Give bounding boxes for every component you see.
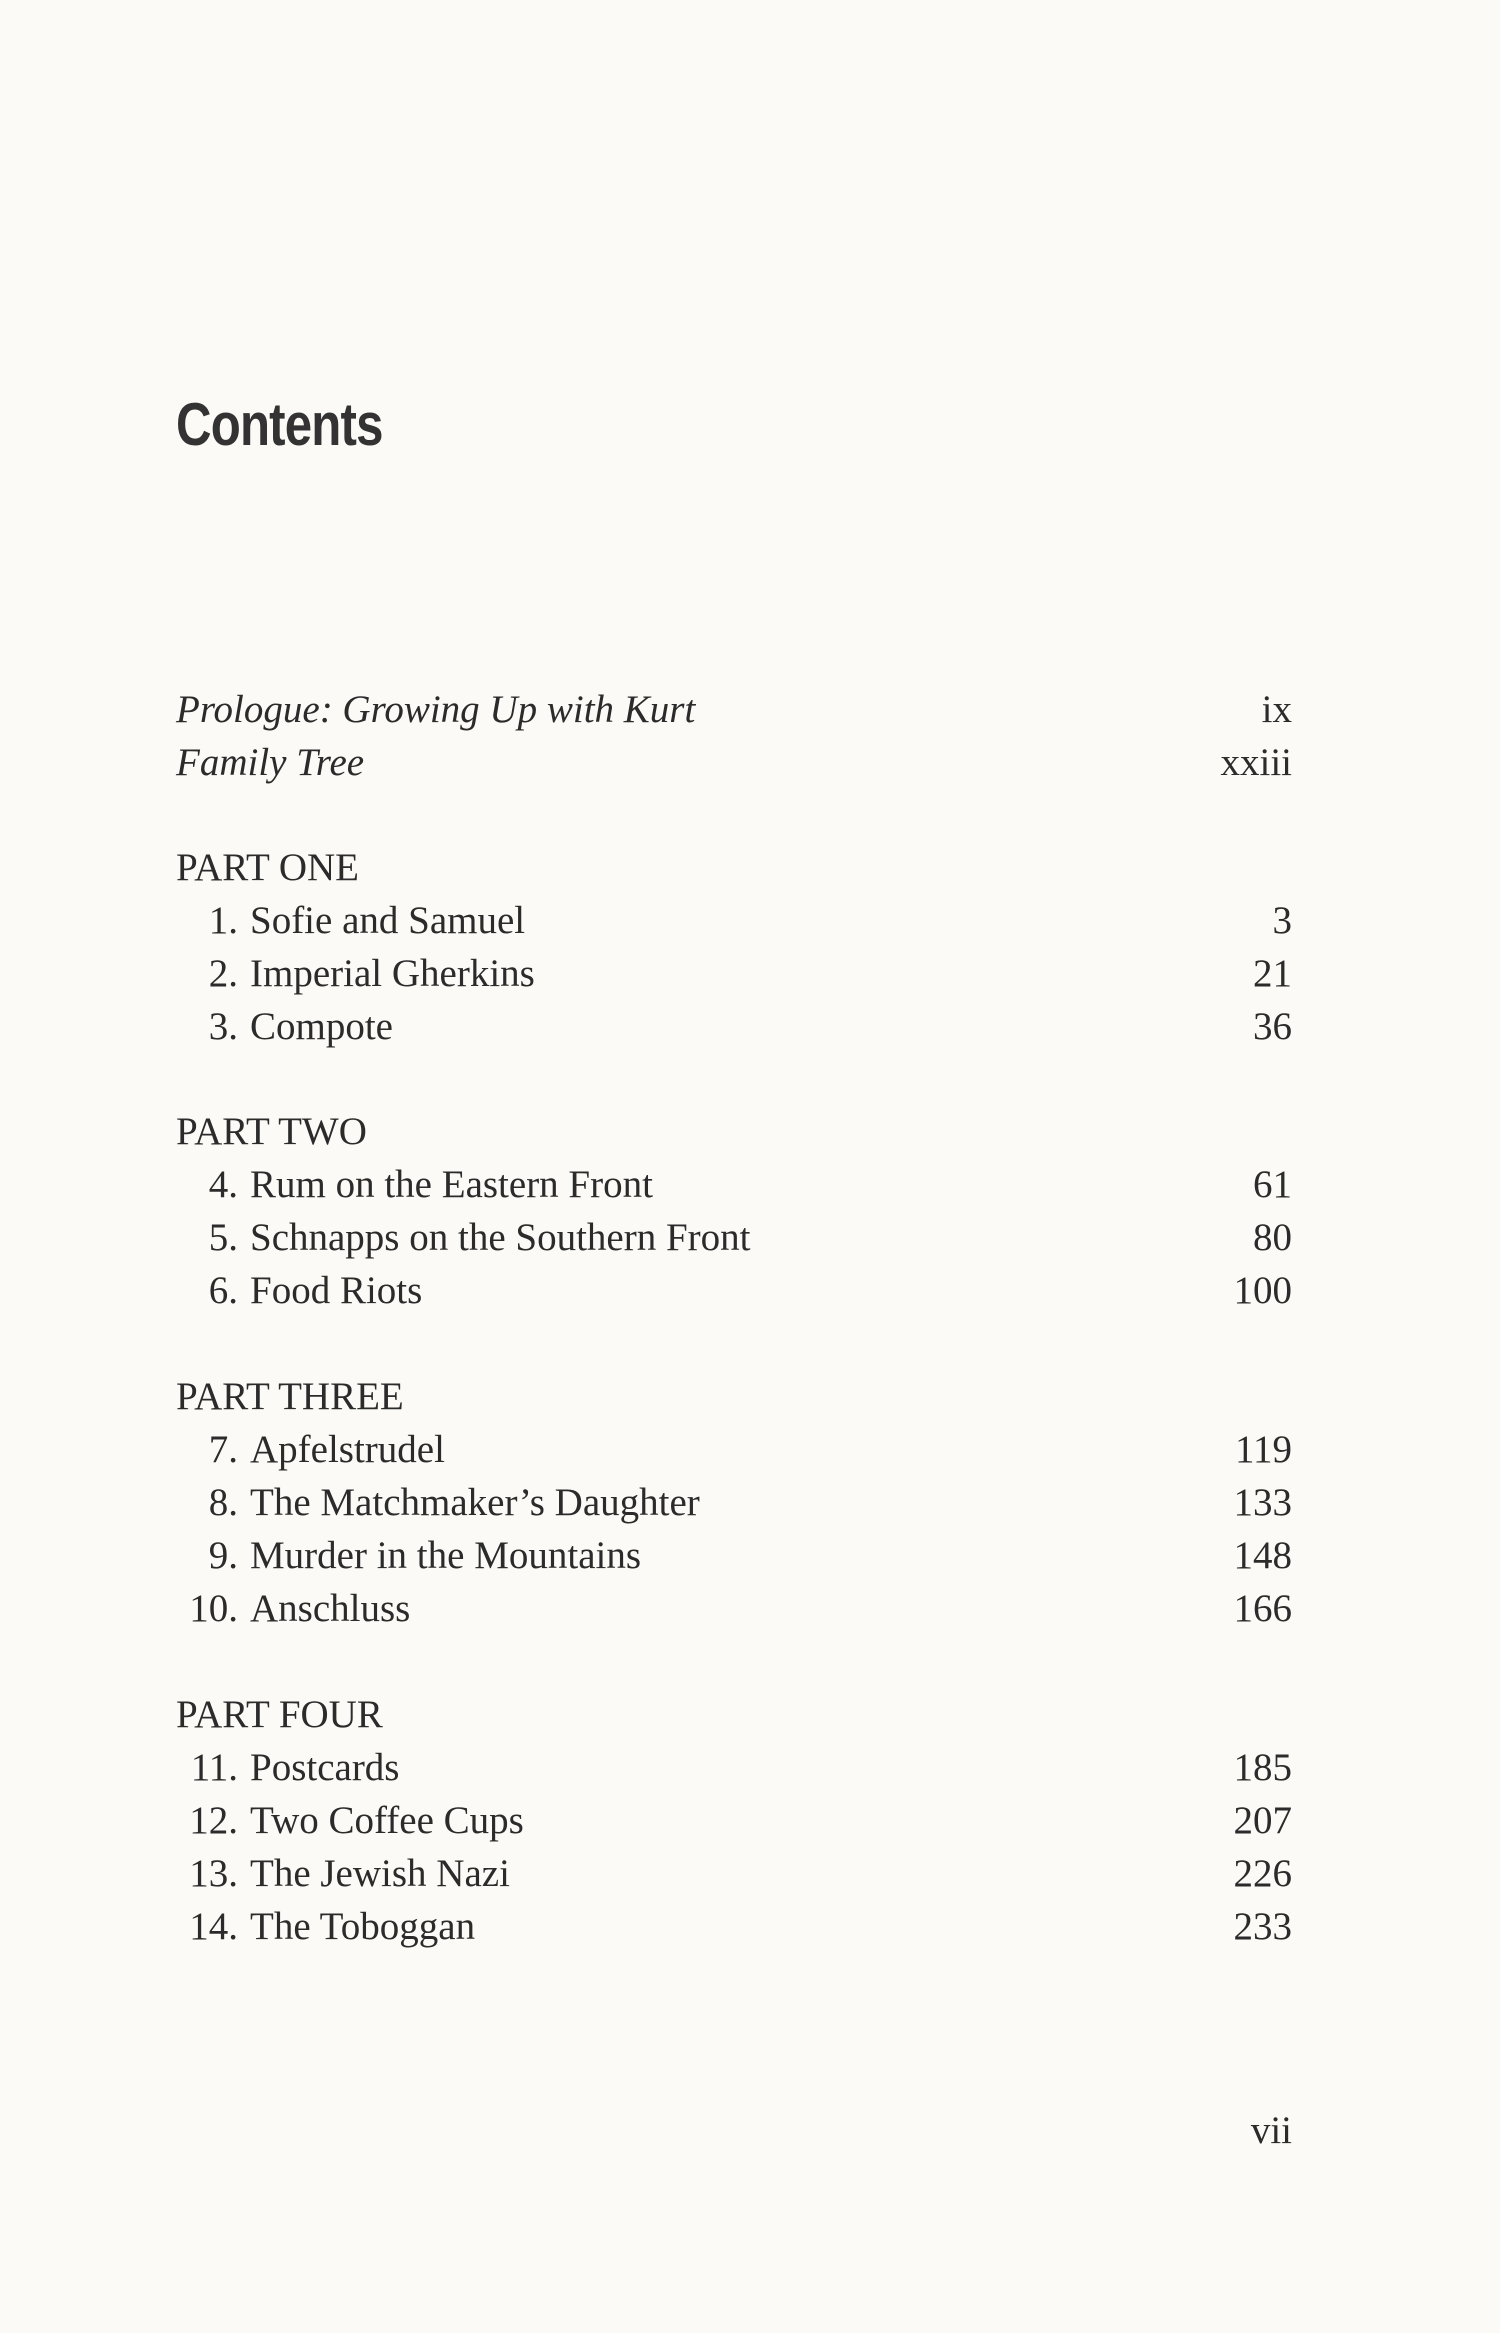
chapter-title: The Matchmaker’s Daughter	[250, 1481, 700, 1524]
chapter-title: Rum on the Eastern Front	[250, 1163, 653, 1206]
chapter-page: 119	[1234, 1428, 1292, 1471]
toc-chapter-row	[176, 1900, 1292, 1953]
toc-chapter-row	[176, 947, 1292, 1000]
toc-chapter-row	[176, 1741, 1292, 1794]
toc-entry-title: Family Tree	[176, 741, 365, 784]
chapter-page: 166	[1233, 1587, 1292, 1630]
chapter-page: 21	[1253, 952, 1292, 995]
chapter-page: 207	[1233, 1799, 1292, 1842]
chapter-title: Sofie and Samuel	[250, 899, 526, 942]
toc-entry-prologue	[176, 683, 1292, 736]
toc-entry-family-tree	[176, 736, 1292, 789]
toc-chapter-row	[176, 1423, 1292, 1476]
chapter-number: 3.	[208, 1005, 238, 1048]
chapter-number: 1.	[208, 899, 238, 942]
chapter-title: Apfelstrudel	[250, 1428, 445, 1471]
chapter-number: 9.	[208, 1534, 238, 1577]
part-heading: PART FOUR	[176, 1693, 383, 1736]
chapter-page: 36	[1253, 1005, 1292, 1048]
toc-chapter-row	[176, 1000, 1292, 1053]
chapter-title: The Toboggan	[250, 1905, 476, 1948]
chapter-page: 61	[1253, 1163, 1292, 1206]
part-heading: PART THREE	[176, 1375, 404, 1418]
page-title: Contents	[176, 391, 383, 458]
chapter-number: 5.	[208, 1216, 238, 1259]
chapter-number: 2.	[208, 952, 238, 995]
chapter-number: 8.	[208, 1481, 238, 1524]
part-heading: PART ONE	[176, 846, 359, 889]
chapter-title: Two Coffee Cups	[250, 1799, 524, 1842]
chapter-page: 185	[1233, 1746, 1292, 1789]
toc-chapter-row	[176, 1476, 1292, 1529]
toc-chapter-row	[176, 1211, 1292, 1264]
toc-chapter-row	[176, 1529, 1292, 1582]
page-number: vii	[1250, 2109, 1292, 2152]
toc-chapter-row	[176, 1847, 1292, 1900]
chapter-number: 12.	[189, 1799, 238, 1842]
part-heading: PART TWO	[176, 1110, 367, 1153]
toc-entry-page: ix	[1261, 688, 1292, 731]
chapter-page: 233	[1233, 1905, 1292, 1948]
chapter-number: 4.	[208, 1163, 238, 1206]
chapter-page: 226	[1233, 1852, 1292, 1895]
chapter-title: Food Riots	[250, 1269, 423, 1312]
chapter-number: 7.	[208, 1428, 238, 1471]
toc-chapter-row	[176, 1794, 1292, 1847]
toc-entry-page: xxiii	[1220, 741, 1292, 784]
chapter-title: Compote	[250, 1005, 393, 1048]
chapter-title: Murder in the Mountains	[250, 1534, 642, 1577]
chapter-title: Postcards	[250, 1746, 400, 1789]
chapter-number: 10.	[189, 1587, 238, 1630]
chapter-title: Schnapps on the Southern Front	[250, 1216, 751, 1259]
toc-chapter-row	[176, 894, 1292, 947]
chapter-page: 80	[1253, 1216, 1292, 1259]
chapter-number: 13.	[189, 1852, 238, 1895]
chapter-number: 14.	[189, 1905, 238, 1948]
toc-chapter-row	[176, 1582, 1292, 1635]
toc-chapter-row	[176, 1264, 1292, 1317]
chapter-title: Imperial Gherkins	[250, 952, 535, 995]
chapter-page: 133	[1233, 1481, 1292, 1524]
chapter-page: 100	[1233, 1269, 1292, 1312]
chapter-number: 6.	[208, 1269, 238, 1312]
chapter-title: Anschluss	[250, 1587, 411, 1630]
chapter-title: The Jewish Nazi	[250, 1852, 510, 1895]
chapter-number: 11.	[190, 1746, 238, 1789]
toc-entry-title: Prologue: Growing Up with Kurt	[176, 688, 696, 731]
chapter-page: 3	[1272, 899, 1292, 942]
toc-chapter-row	[176, 1158, 1292, 1211]
chapter-page: 148	[1233, 1534, 1292, 1577]
